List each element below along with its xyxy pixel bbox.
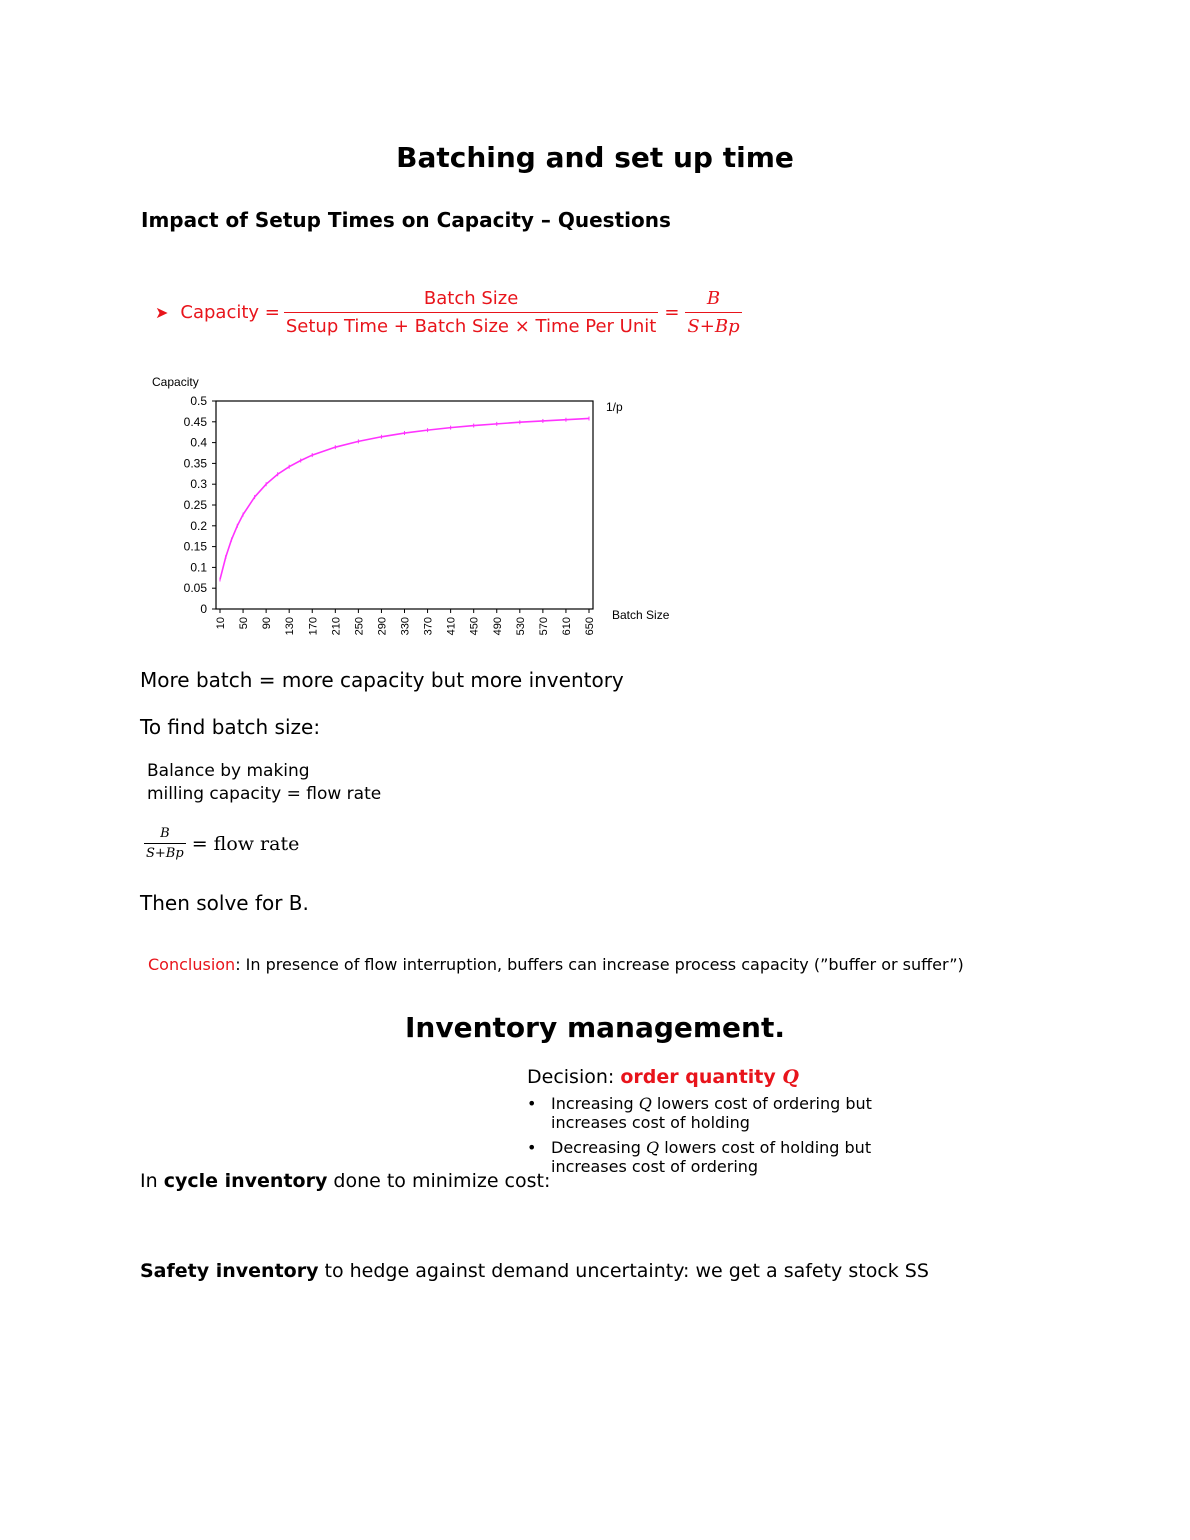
- bullet-icon: •: [527, 1094, 537, 1113]
- conclusion-text: : In presence of flow interruption, buffers can increase process capacity (”buffer or suffer”): [235, 955, 964, 974]
- y-tick-label: 0.15: [183, 539, 207, 554]
- x-tick-label: 370: [422, 617, 435, 636]
- y-tick-label: 0: [200, 602, 207, 616]
- y-tick-label: 0.45: [183, 414, 207, 429]
- chart-asymptote-label: 1/p: [606, 400, 623, 414]
- decision-list: [527, 1094, 881, 1182]
- flow-rate-numerator: B: [160, 826, 170, 841]
- chart-y-axis-label: Capacity: [152, 375, 199, 389]
- x-tick-label: 450: [468, 617, 481, 636]
- y-tick-label: 0.1: [190, 560, 207, 575]
- y-tick-label: 0.25: [183, 498, 207, 512]
- section-title-batching: Batching and set up time: [396, 141, 794, 174]
- x-tick-label: 490: [491, 617, 504, 636]
- decision-item-pre: Increasing: [551, 1094, 639, 1113]
- cycle-inventory-line: [140, 1170, 550, 1192]
- formula-fraction: [284, 288, 658, 337]
- decision-item-post: lowers cost of holding but increases cost of ordering: [551, 1138, 872, 1176]
- subtitle-setup-impact: Impact of Setup Times on Capacity – Questions: [141, 208, 671, 232]
- chart-x-axis-label: Batch Size: [612, 608, 670, 622]
- x-tick-label: 130: [284, 617, 297, 636]
- decision-item-q: Q: [646, 1138, 660, 1157]
- decision-prefix: Decision:: [527, 1066, 621, 1088]
- flow-rate-denominator: S+Bp: [144, 843, 186, 861]
- x-tick-label: 250: [353, 617, 366, 636]
- y-tick-label: 0.35: [183, 456, 207, 471]
- cycle-bold: cycle inventory: [163, 1170, 328, 1192]
- x-tick-label: 410: [445, 617, 458, 636]
- section-title-inventory: Inventory management.: [404, 1011, 785, 1044]
- cycle-pre: In: [140, 1170, 164, 1192]
- note-balance: [147, 760, 381, 806]
- bullet-icon: •: [527, 1138, 537, 1157]
- decision-item-q: Q: [638, 1094, 652, 1113]
- note-balance-line1: Balance by making: [147, 761, 310, 781]
- conclusion-label: Conclusion: [148, 955, 236, 974]
- conclusion: [148, 955, 964, 974]
- formula-short-denominator: S+Bp: [685, 312, 741, 337]
- x-tick-label: 530: [514, 617, 527, 636]
- decision-heading: [527, 1066, 799, 1088]
- x-tick-label: 290: [376, 617, 389, 636]
- x-tick-label: 210: [330, 617, 343, 636]
- x-tick-label: 330: [399, 617, 412, 636]
- capacity-chart: [145, 372, 705, 647]
- x-tick-label: 610: [560, 617, 573, 636]
- safety-post: to hedge against demand uncertainty: we get a safety stock SS: [318, 1260, 929, 1282]
- y-tick-label: 0.4: [190, 435, 207, 450]
- safety-bold: Safety inventory: [140, 1260, 319, 1282]
- formula-short-fraction: [685, 288, 741, 337]
- cycle-post: done to minimize cost:: [327, 1170, 551, 1192]
- safety-inventory-line: [140, 1260, 929, 1282]
- note-balance-line2: milling capacity = flow rate: [147, 784, 382, 804]
- note-solve: Then solve for B.: [140, 891, 309, 915]
- decision-item: [527, 1094, 881, 1132]
- formula-lhs: Capacity =: [180, 302, 280, 323]
- x-tick-label: 650: [584, 617, 596, 636]
- y-tick-label: 0.05: [183, 581, 207, 596]
- flow-rate-rhs: = flow rate: [191, 832, 300, 855]
- formula-denominator: Setup Time + Batch Size × Time Per Unit: [284, 312, 658, 337]
- note-more-batch: More batch = more capacity but more inventory: [140, 668, 624, 692]
- formula-numerator: Batch Size: [423, 288, 519, 309]
- x-tick-label: 10: [215, 617, 227, 630]
- x-tick-label: 90: [261, 617, 274, 630]
- decision-highlight: order quantity: [620, 1066, 783, 1088]
- x-tick-label: 570: [537, 617, 550, 636]
- arrow-bullet-icon: ➤: [155, 303, 169, 322]
- decision-q: Q: [782, 1066, 799, 1088]
- decision-item-pre: Decreasing: [551, 1138, 646, 1157]
- y-tick-label: 0.5: [190, 394, 207, 408]
- y-tick-label: 0.3: [190, 477, 207, 492]
- flow-rate-equation: [144, 826, 299, 861]
- capacity-formula: [155, 288, 742, 337]
- decision-item: [527, 1138, 881, 1176]
- note-to-find: To find batch size:: [140, 715, 321, 739]
- formula-short-numerator: B: [706, 288, 721, 309]
- decision-item-post: lowers cost of ordering but increases cost of holding: [551, 1094, 872, 1132]
- x-tick-label: 50: [238, 617, 251, 630]
- flow-rate-fraction: [144, 826, 186, 861]
- y-tick-label: 0.2: [190, 518, 207, 533]
- formula-equals: =: [664, 302, 680, 323]
- x-tick-label: 170: [307, 617, 320, 636]
